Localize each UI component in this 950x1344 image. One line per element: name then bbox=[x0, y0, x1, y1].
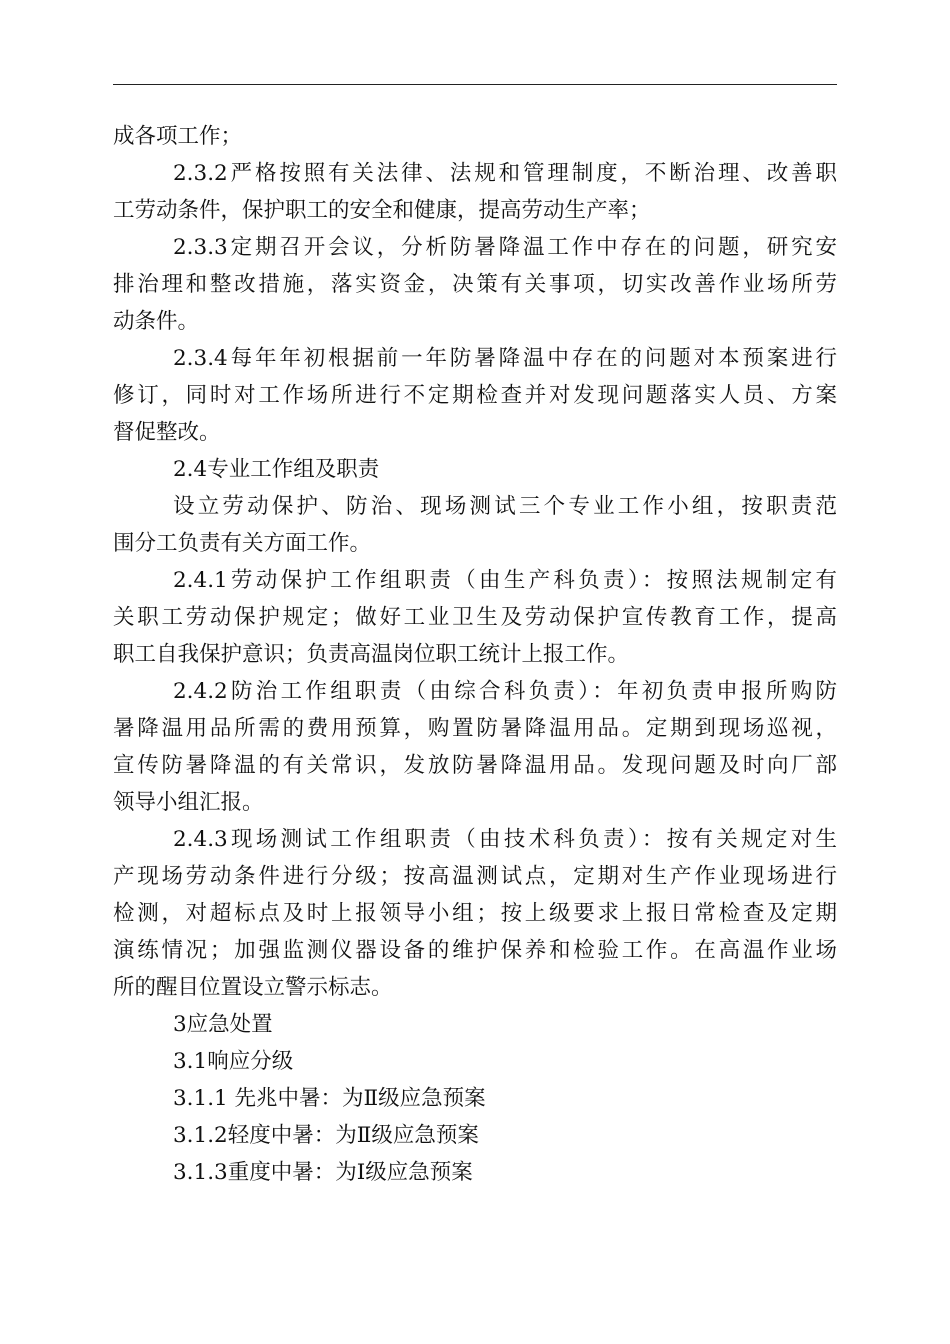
text-line: 2.4.1劳动保护工作组职责（由生产科负责）：按照法规制定有 bbox=[173, 568, 837, 593]
text-line: 演练情况；加强监测仪器设备的维护保养和检验工作。在高温作业场 bbox=[113, 938, 837, 963]
text-line: 所的醒目位置设立警示标志。 bbox=[113, 975, 393, 1000]
text-line: 检测，对超标点及时上报领导小组；按上级要求上报日常检查及定期 bbox=[113, 901, 837, 926]
text-line: 2.3.2严格按照有关法律、法规和管理制度，不断治理、改善职 bbox=[173, 161, 837, 186]
text-line: 宣传防暑降温的有关常识，发放防暑降温用品。发现问题及时向厂部 bbox=[113, 753, 837, 778]
section-heading: 3应急处置 bbox=[173, 1012, 273, 1037]
text-line: 修订，同时对工作场所进行不定期检查并对发现问题落实人员、方案 bbox=[113, 383, 837, 408]
text-line: 暑降温用品所需的费用预算，购置防暑降温用品。定期到现场巡视， bbox=[113, 716, 837, 741]
text-line: 动条件。 bbox=[113, 309, 200, 334]
text-line: 关职工劳动保护规定；做好工业卫生及劳动保护宣传教育工作，提高 bbox=[113, 605, 837, 630]
text-line: 产现场劳动条件进行分级；按高温测试点，定期对生产作业现场进行 bbox=[113, 864, 837, 889]
list-item: 3.1.1 先兆中暑：为Ⅱ级应急预案 bbox=[173, 1086, 486, 1111]
text-line: 2.3.4每年年初根据前一年防暑降温中存在的问题对本预案进行 bbox=[173, 346, 837, 371]
text-line: 2.4.2防治工作组职责（由综合科负责）：年初负责申报所购防 bbox=[173, 679, 837, 704]
text-line: 排治理和整改措施，落实资金，决策有关事项，切实改善作业场所劳 bbox=[113, 272, 837, 297]
text-line: 工劳动条件，保护职工的安全和健康，提高劳动生产率； bbox=[113, 198, 651, 223]
text-line: 职工自我保护意识；负责高温岗位职工统计上报工作。 bbox=[113, 642, 630, 667]
list-item: 3.1.3重度中暑：为Ⅰ级应急预案 bbox=[173, 1160, 473, 1185]
text-line: 2.4.3现场测试工作组职责（由技术科负责）：按有关规定对生 bbox=[173, 827, 837, 852]
text-line: 围分工负责有关方面工作。 bbox=[113, 531, 372, 556]
text-line: 设立劳动保护、防治、现场测试三个专业工作小组，按职责范 bbox=[173, 494, 837, 519]
text-line: 2.3.3定期召开会议，分析防暑降温工作中存在的问题，研究安 bbox=[173, 235, 837, 260]
text-line: 领导小组汇报。 bbox=[113, 790, 264, 815]
text-line: 成各项工作； bbox=[113, 124, 243, 149]
text-line: 督促整改。 bbox=[113, 420, 221, 445]
section-heading: 2.4专业工作组及职责 bbox=[173, 457, 380, 482]
header-rule bbox=[113, 84, 837, 85]
section-heading: 3.1响应分级 bbox=[173, 1049, 294, 1074]
list-item: 3.1.2轻度中暑：为Ⅱ级应急预案 bbox=[173, 1123, 479, 1148]
